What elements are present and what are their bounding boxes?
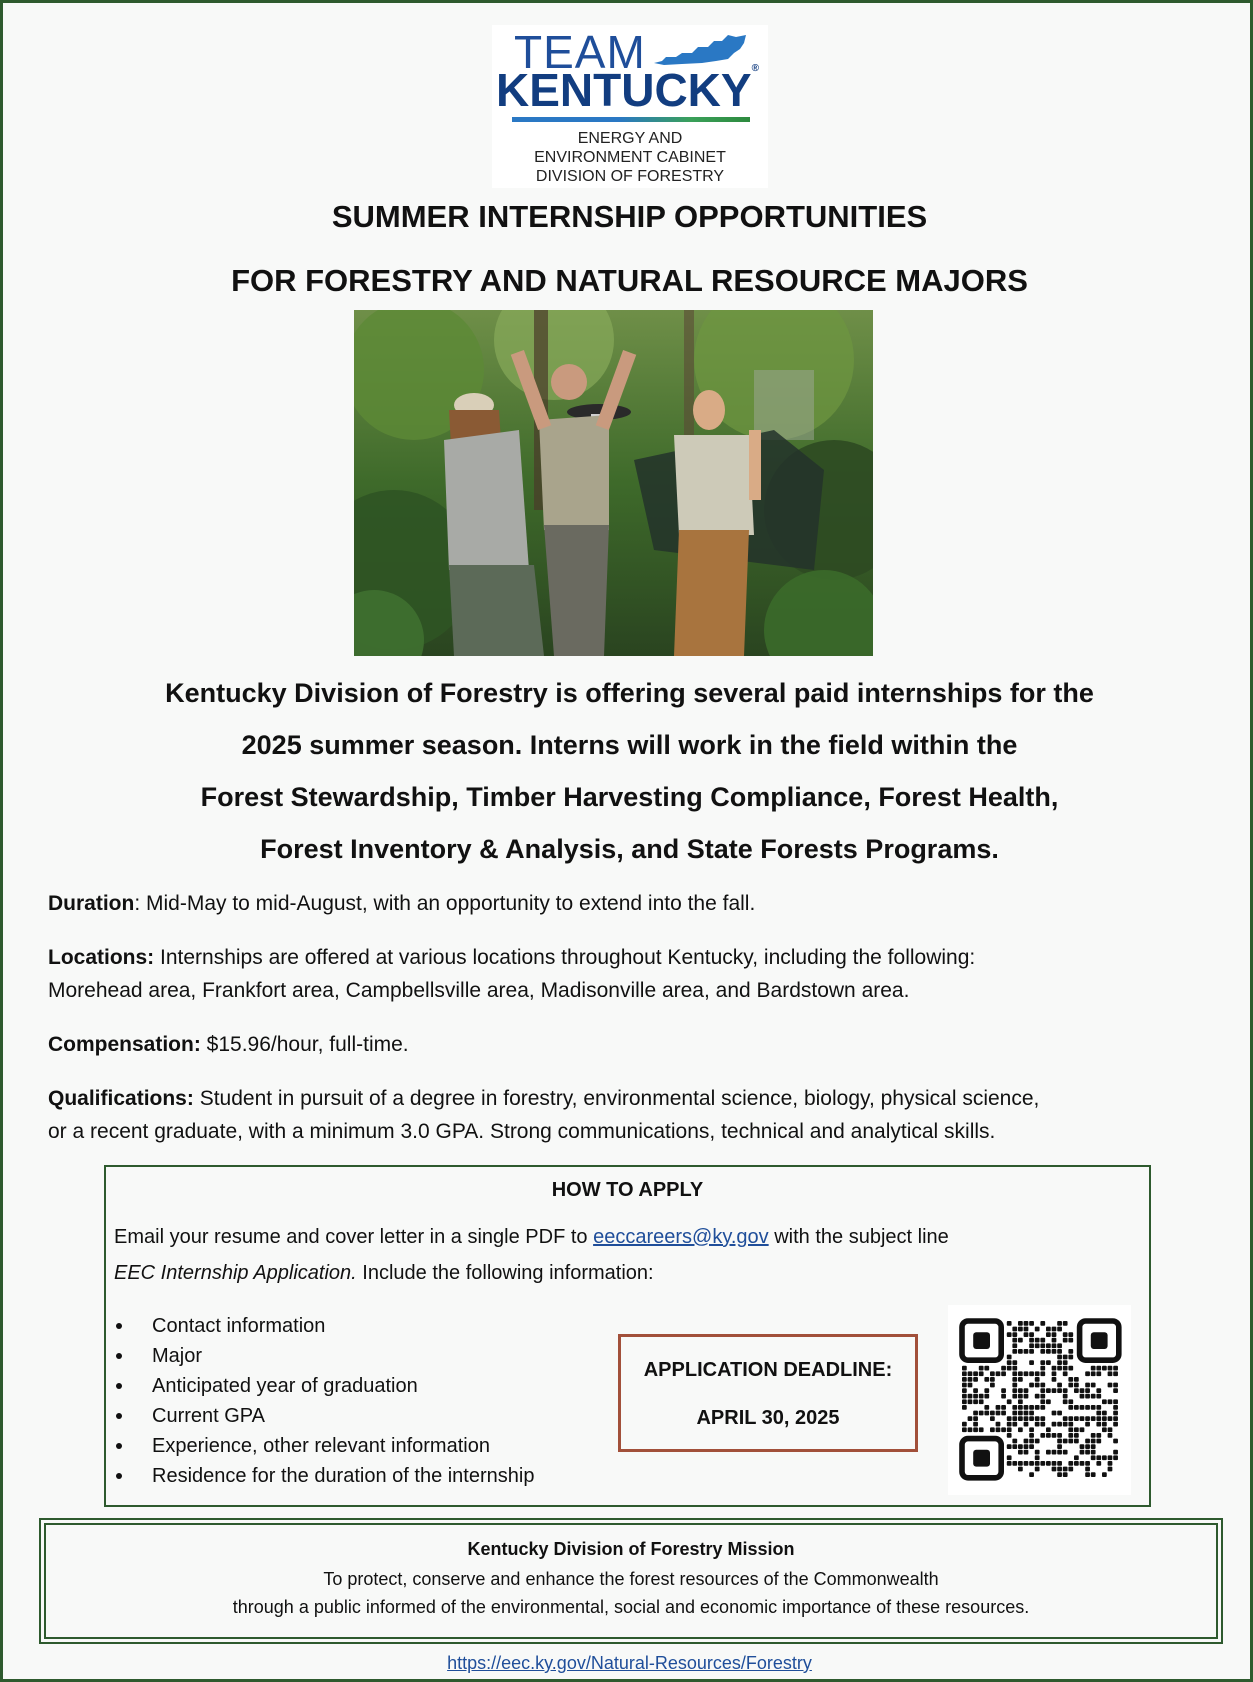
logo-sub-line: ENVIRONMENT CABINET <box>534 149 726 166</box>
intro-line: Forest Inventory & Analysis, and State Forests Programs. <box>260 834 999 864</box>
mission-inner-frame <box>44 1523 1218 1639</box>
logo-team-text: TEAM <box>514 26 646 78</box>
qualifications-text: Student in pursuit of a degree in forestry, environmental science, biology, physical science, <box>193 1087 1040 1110</box>
intro-line: Kentucky Division of Forestry is offering several paid internships for the <box>165 678 1094 708</box>
mission-line-1: To protect, conserve and enhance the forest resources of the Commonwealth <box>323 1569 939 1589</box>
intro-paragraph <box>63 667 1196 875</box>
apply-line-1-post: with the subject line <box>768 1226 949 1248</box>
list-item: Current GPA <box>114 1401 534 1431</box>
kentucky-state-shape-icon <box>652 33 748 67</box>
apply-line-1-pre: Email your resume and cover letter in a single PDF to <box>114 1226 594 1248</box>
logo-registered-mark: ® <box>751 63 759 74</box>
locations-text: Internships are offered at various locations throughout Kentucky, including the following: <box>154 946 976 969</box>
locations-label: Locations: <box>48 946 155 969</box>
mission-line-2: through a public informed of the environmental, social and economic importance of these resources. <box>232 1597 1030 1617</box>
duration-text: : Mid-May to mid-August, with an opportunity to extend into the fall. <box>134 892 756 915</box>
list-item: Major <box>114 1341 534 1371</box>
how-to-apply-title: HOW TO APPLY <box>551 1179 704 1201</box>
interns-field-photo <box>354 310 873 656</box>
logo-sub-line: ENERGY AND <box>577 130 683 147</box>
list-item: Contact information <box>114 1311 534 1341</box>
mission-title: Kentucky Division of Forestry Mission <box>467 1539 795 1559</box>
logo-subtitle <box>492 129 768 186</box>
page-title-line1: SUMMER INTERNSHIP OPPORTUNITIES <box>331 199 928 234</box>
application-deadline-box <box>618 1334 918 1452</box>
qualifications-label: Qualifications: <box>48 1087 194 1110</box>
email-link[interactable]: eeccareers@ky.gov <box>593 1226 769 1248</box>
apply-instructions <box>114 1219 1134 1291</box>
compensation-label: Compensation: <box>48 1033 201 1056</box>
intro-line: Forest Stewardship, Timber Harvesting Compliance, Forest Health, <box>200 782 1059 812</box>
internship-details <box>48 887 1223 1148</box>
locations-row <box>48 941 1223 974</box>
page-title-line2: FOR FORESTRY AND NATURAL RESOURCE MAJORS <box>231 263 1028 298</box>
deadline-date: APRIL 30, 2025 <box>696 1407 840 1429</box>
duration-label: Duration <box>48 892 135 915</box>
qr-code-icon[interactable] <box>948 1305 1131 1495</box>
list-item: Residence for the duration of the internship <box>114 1461 534 1491</box>
logo-state-name: KENTUCKY <box>496 64 752 116</box>
forestry-website-link[interactable]: https://eec.ky.gov/Natural-Resources/Forestry <box>447 1653 812 1673</box>
apply-line-1 <box>114 1219 1134 1255</box>
duration-row <box>48 887 1223 920</box>
qr-code-graphic <box>948 1305 1131 1495</box>
logo-color-bar <box>512 117 750 122</box>
qualifications-row <box>48 1082 1223 1115</box>
subject-line-text: EEC Internship Application. <box>114 1262 357 1284</box>
compensation-row <box>48 1028 1223 1061</box>
apply-line-2-rest: Include the following information: <box>356 1262 654 1284</box>
list-item: Anticipated year of graduation <box>114 1371 534 1401</box>
team-kentucky-logo <box>492 25 768 188</box>
logo-sub-line: DIVISION OF FORESTRY <box>535 168 725 185</box>
required-info-list <box>114 1311 534 1491</box>
deadline-label: APPLICATION DEADLINE: <box>643 1359 893 1381</box>
compensation-text: $15.96/hour, full-time. <box>200 1033 409 1056</box>
how-to-apply-box <box>104 1165 1151 1507</box>
qualifications-row-2: or a recent graduate, with a minimum 3.0 GPA. Strong communications, technical and analytical skills. <box>48 1120 996 1143</box>
list-item: Experience, other relevant information <box>114 1431 534 1461</box>
locations-row-2: Morehead area, Frankfort area, Campbellsville area, Madisonville area, and Bardstown area. <box>48 979 910 1002</box>
photo-illustration <box>354 310 873 656</box>
mission-box <box>39 1518 1223 1644</box>
intro-line: 2025 summer season. Interns will work in the field within the <box>241 730 1018 760</box>
logo-wordmark <box>492 25 768 129</box>
apply-line-2 <box>114 1255 1134 1291</box>
logo-kentucky-text <box>496 63 764 117</box>
